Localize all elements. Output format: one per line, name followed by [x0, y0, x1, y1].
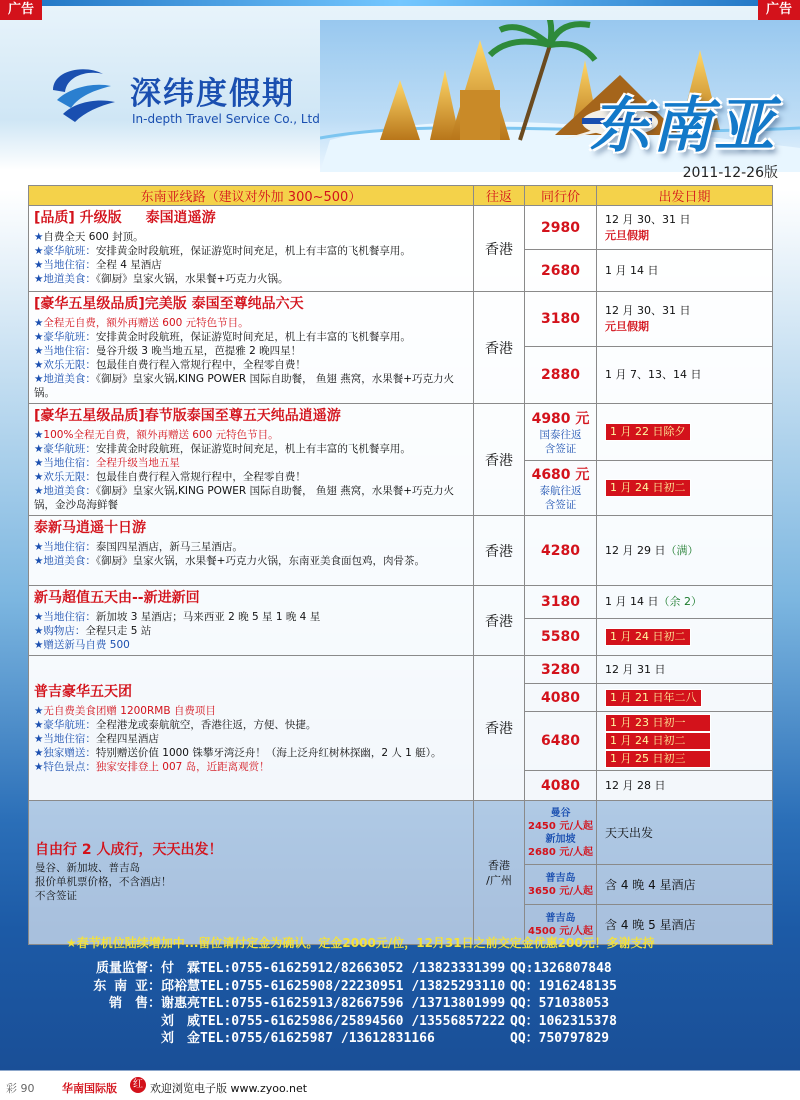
star-icon: ★: [34, 331, 44, 343]
star-icon: ★: [34, 345, 44, 357]
feature-text: 特别赠送价值 1000 铢攀牙湾泛舟！（海上泛舟红树林探幽，2 人 1 艇）。: [95, 746, 442, 759]
route-dates: [597, 712, 773, 771]
feature-text: 新加坡 3 星酒店；马来西亚 2 晚 5 星 1 晚 4 星: [95, 611, 321, 623]
route-city: 香港: [474, 516, 525, 586]
route-6-lines: [34, 704, 468, 774]
route-4-lines: [34, 540, 468, 568]
feature-label: 当地住宿：: [43, 611, 96, 623]
route-title: 普吉豪华五天团: [34, 683, 132, 700]
route-feature-line: [34, 470, 468, 484]
table-row: [29, 586, 773, 619]
header-price: 同行价: [525, 186, 597, 206]
route-1-lines: [34, 230, 468, 286]
route-price: 4080: [525, 684, 597, 712]
route-feature-line: [34, 230, 468, 244]
feature-label: 当地住宿：: [43, 732, 96, 745]
route-feature-line: [34, 554, 468, 568]
holiday-date-badge: 1 月 22 日除夕: [605, 423, 691, 441]
star-icon: ★: [34, 732, 44, 745]
website-link[interactable]: 欢迎浏览电子版 www.zyoo.net: [150, 1082, 308, 1095]
holiday-date-badge: 1 月 21 日年二八: [605, 689, 702, 707]
table-row: [29, 292, 773, 347]
route-3-cell: [29, 404, 474, 516]
feature-text: 独家安排登上 007 岛，近距离观赏！: [95, 760, 270, 773]
route-2-cell: [29, 292, 474, 404]
route-feature-line: [34, 456, 468, 470]
feature-text: 全程只走 5 站: [85, 625, 152, 637]
route-price: 2980: [525, 206, 597, 250]
feature-text: 安排黄金时段航班，保证游览时间充足，机上有丰富的飞机餐享用。: [95, 331, 411, 343]
top-strip: [0, 0, 800, 6]
star-icon: ★: [34, 273, 44, 285]
route-feature-line: [34, 746, 468, 760]
star-icon: ★: [34, 429, 44, 441]
header-dates: 出发日期: [597, 186, 773, 206]
route-price: 3180: [525, 292, 597, 347]
route-price: 6480: [525, 712, 597, 771]
feature-text: 安排黄金时段航班，保证游览时间充足，机上有丰富的飞机餐享用。: [95, 245, 411, 257]
route-dates: [597, 461, 773, 516]
feature-label: 当地住宿：: [43, 541, 96, 553]
feature-label: 欢乐无限：: [43, 359, 96, 371]
route-price: 3280: [525, 656, 597, 684]
route-feature-line: [34, 344, 468, 358]
star-icon: ★: [34, 231, 44, 243]
feature-label: 地道美食：: [43, 485, 96, 497]
route-price: 3180: [525, 586, 597, 619]
star-icon: ★: [34, 639, 44, 651]
route-title: 新马超值五天由--新进新回: [34, 590, 200, 606]
route-dates: 12 月 30、31 日 元旦假期: [597, 206, 773, 250]
route-title: [豪华五星级品质]完美版 泰国至尊纯品六天: [34, 296, 304, 312]
route-dates: 12 月 30、31 日 元旦假期: [597, 292, 773, 347]
route-dates: 1 月 14 日: [597, 250, 773, 292]
feature-text: 泰国四星酒店，新马三星酒店。: [95, 541, 243, 553]
route-title: 泰新马逍遥十日游: [34, 520, 146, 536]
route-dates: 1 月 14 日（余 2）: [597, 586, 773, 619]
feature-text: 全程无自费，额外再赠送 600 元特色节目。: [43, 317, 249, 329]
route-title: [品质] 升级版 泰国逍遥游: [34, 210, 216, 226]
feature-text: 100%全程无自费，额外再赠送 600 元特色节目。: [43, 429, 279, 441]
contact-row: 质量监督：付 霖 TEL:0755-61625912/82663052 /13823331399 QQ:1326807848: [95, 961, 612, 976]
edition-date: 2011-12-26版: [682, 165, 778, 181]
table-row: [29, 516, 773, 586]
contact-row: 刘 威 TEL:0755-61625986/25894560 /13556857222 QQ：1062315378: [160, 1013, 617, 1029]
page-number: 彩 90: [6, 1082, 35, 1095]
route-price: 4680 元 泰航往返 含签证: [525, 461, 597, 516]
star-icon: ★: [34, 485, 44, 497]
route-feature-line: [34, 610, 468, 624]
route-dates: 12 月 28 日: [597, 771, 773, 801]
route-2-lines: [34, 316, 468, 400]
feature-label: 独家赠送：: [43, 746, 96, 759]
route-dates: 含 4 晚 4 星酒店: [597, 865, 773, 905]
header-city: 往返: [474, 186, 525, 206]
destination-title: 东南亚: [590, 91, 776, 161]
route-feature-line: [34, 358, 468, 372]
free-price-cell: 普吉岛 3650 元/人起: [525, 865, 597, 905]
route-6-cell: [29, 656, 474, 801]
star-icon: ★: [34, 746, 44, 759]
contact-row: 刘 金 TEL:0755/61625987 /13612831166 QQ：750797829: [160, 1031, 610, 1046]
tour-price-table: [28, 185, 773, 945]
feature-text: 自费全天 600 封顶。: [43, 231, 144, 243]
brand-name-en: In-depth Travel Service Co., Ltd: [132, 112, 320, 126]
route-feature-line: [34, 638, 468, 652]
star-icon: ★: [34, 443, 44, 455]
deposit-notice: ★春节机位陆续增加中...留位请付定金为确认。定金2000元/位，12月31日之前交定金优惠200元！多谢支持: [66, 936, 655, 950]
feature-text: 安排黄金时段航班，保证游览时间充足，机上有丰富的飞机餐享用。: [95, 443, 411, 455]
route-dates: [597, 404, 773, 461]
feature-label: 当地住宿：: [43, 457, 96, 469]
feature-text: 《御厨》皇家火锅,KING POWER 国际自助餐， 鱼翅 燕窝，水果餐+巧克力火锅。: [34, 373, 455, 399]
star-icon: ★: [34, 611, 44, 623]
star-icon: ★: [34, 704, 44, 717]
route-feature-line: [34, 258, 468, 272]
route-feature-line: [34, 428, 468, 442]
route-feature-line: [34, 540, 468, 554]
route-city: 香港: [474, 292, 525, 404]
header-route: 东南亚线路（建议对外加 300~500）: [29, 186, 474, 206]
feature-text: 全程四星酒店: [95, 732, 159, 745]
star-icon: ★: [34, 760, 44, 773]
route-title: [豪华五星级品质]春节版泰国至尊五天纯品逍遥游: [34, 408, 341, 424]
feature-text: 全程 4 星酒店: [95, 259, 162, 271]
feature-label: 豪华航班：: [43, 718, 96, 731]
route-city: 香港: [474, 206, 525, 292]
publisher-logo-icon: 红: [130, 1077, 146, 1093]
feature-label: 特色景点：: [43, 760, 96, 773]
star-icon: ★: [34, 625, 44, 637]
holiday-date-badge: 1 月 24 日初二: [605, 732, 711, 750]
route-price: 4080: [525, 771, 597, 801]
route-4-cell: [29, 516, 474, 586]
route-dates: 12 月 29 日（满）: [597, 516, 773, 586]
route-feature-line: [34, 718, 468, 732]
route-dates: 天天出发: [597, 801, 773, 865]
holiday-date-badge: 1 月 24 日初二: [605, 479, 691, 497]
page-footer: [0, 1072, 800, 1100]
feature-text: 包最佳自费行程入常规行程中，全程零自费！: [95, 471, 306, 483]
route-5-lines: [34, 610, 468, 652]
brand-name-cn: 深纬度假期: [130, 76, 295, 112]
route-feature-line: [34, 330, 468, 344]
table-row: [29, 206, 773, 250]
feature-text: 曼谷升级 3 晚当地五星，芭提雅 2 晚四星！: [95, 345, 302, 357]
contact-row: 销 售：谢惠亮 TEL:0755-61625913/82667596 /13713801999 QQ：571038053: [108, 996, 610, 1011]
table-row: [29, 404, 773, 461]
route-city: 香港: [474, 656, 525, 801]
edition-name: 华南国际版: [62, 1082, 117, 1095]
feature-text: 《御厨》皇家火锅，水果餐+巧克力火锅，东南亚美食面包鸡，肉骨茶。: [95, 555, 425, 567]
contact-row: 东 南 亚：邱裕慧 TEL:0755-61625908/22230951 /13825293110 QQ：1916248135: [93, 978, 617, 994]
route-feature-line: [34, 760, 468, 774]
free-price-cell: 普吉岛 4500 元/人起: [525, 905, 597, 945]
ad-label-right: 广告: [758, 0, 800, 20]
star-icon: ★: [34, 245, 44, 257]
feature-label: 豪华航班：: [43, 245, 96, 257]
feature-text: 全程港龙或泰航航空，香港往返，方便、快捷。: [95, 718, 317, 731]
feature-text: 《御厨》皇家火锅，水果餐+巧克力火锅。: [95, 273, 289, 285]
route-city: 香港 /广州: [474, 801, 525, 945]
route-feature-line: [34, 732, 468, 746]
route-5-cell: [29, 586, 474, 656]
holiday-date-badge: 1 月 25 日初三: [605, 750, 711, 768]
route-feature-line: [34, 704, 468, 718]
feature-label: 欢乐无限：: [43, 471, 96, 483]
route-price: 2880: [525, 346, 597, 403]
feature-label: 当地住宿：: [43, 345, 96, 357]
feature-text: 无自费美食团赠 1200RMB 自费项目: [43, 704, 216, 717]
star-icon: ★: [34, 718, 44, 731]
feature-text: 赠送新马自费 500: [43, 639, 130, 651]
star-icon: ★: [34, 317, 44, 329]
table-row: [29, 801, 773, 865]
route-price: 2680: [525, 250, 597, 292]
feature-text: 全程升级当地五星: [95, 457, 180, 469]
star-icon: ★: [34, 457, 44, 469]
feature-text: 《御厨》皇家火锅,KING POWER 国际自助餐， 鱼翅 燕窝，水果餐+巧克力火锅，金沙岛海鲜餐: [34, 485, 455, 511]
route-dates: [597, 684, 773, 712]
route-dates: 12 月 31 日: [597, 656, 773, 684]
feature-label: 购物店：: [43, 625, 86, 637]
company-logo-icon: [45, 62, 117, 124]
feature-label: 豪华航班：: [43, 443, 96, 455]
star-icon: ★: [34, 541, 44, 553]
route-feature-line: [34, 624, 468, 638]
route-feature-line: [34, 442, 468, 456]
route-city: 香港: [474, 404, 525, 516]
table-header-row: [29, 186, 773, 206]
route-feature-line: [34, 316, 468, 330]
route-price: 4980 元 国泰往返 含签证: [525, 404, 597, 461]
route-price: 4280: [525, 516, 597, 586]
table-row: [29, 656, 773, 684]
feature-label: 地道美食：: [43, 273, 96, 285]
feature-label: 地道美食：: [43, 373, 96, 385]
feature-text: 包最佳自费行程入常规行程中，全程零自费！: [95, 359, 306, 371]
route-1-cell: [29, 206, 474, 292]
feature-label: 豪华航班：: [43, 331, 96, 343]
route-feature-line: [34, 244, 468, 258]
ad-label-left: 广告: [0, 0, 42, 20]
free-travel-cell: 自由行 2 人成行，天天出发！ 曼谷、新加坡、普吉岛 报价单机票价格，不含酒店！ 不含签证: [29, 801, 474, 945]
contact-list: [80, 960, 730, 1048]
feature-label: 地道美食：: [43, 555, 96, 567]
feature-label: 当地住宿：: [43, 259, 96, 271]
holiday-date-badge: 1 月 23 日初一: [605, 714, 711, 732]
route-feature-line: [34, 372, 468, 400]
star-icon: ★: [34, 471, 44, 483]
route-3-lines: [34, 428, 468, 512]
free-price-cell: 曼谷 2450 元/人起 新加坡 2680 元/人起: [525, 801, 597, 865]
star-icon: ★: [34, 555, 44, 567]
route-dates: 1 月 7、13、14 日: [597, 346, 773, 403]
route-feature-line: [34, 272, 468, 286]
route-dates: 含 4 晚 5 星酒店: [597, 905, 773, 945]
route-feature-line: [34, 484, 468, 512]
star-icon: ★: [34, 373, 44, 385]
holiday-date-badge: 1 月 24 日初二: [605, 628, 691, 646]
route-city: 香港: [474, 586, 525, 656]
free-travel-title: 自由行 2 人成行，天天出发！: [35, 841, 223, 858]
star-icon: ★: [34, 359, 44, 371]
star-icon: ★: [34, 259, 44, 271]
route-dates: [597, 618, 773, 655]
route-price: 5580: [525, 618, 597, 655]
